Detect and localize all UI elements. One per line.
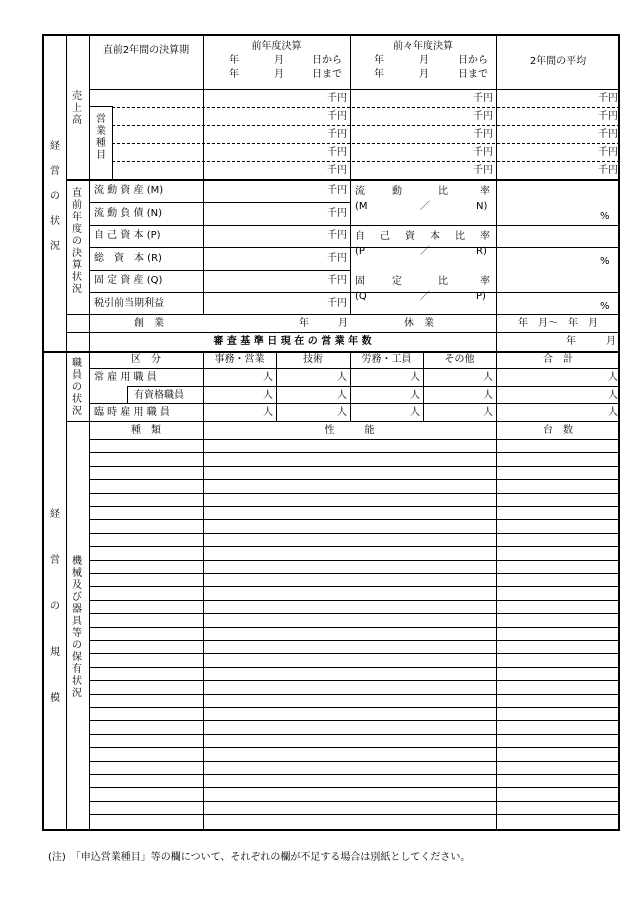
period-label: 直前2年間の決算期 (102, 45, 190, 56)
equipment-header-type: 種 類 (131, 425, 161, 436)
equipment-header-performance: 性 能 (324, 425, 375, 436)
staff-row-regular: 常 雇 用 職 員 (94, 372, 157, 383)
staff-header-technical: 技術 (303, 354, 323, 365)
footnote: (注) 「申込営業種目」等の欄について、それぞれの欄が不足する場合は別紙としてください。 (48, 852, 471, 863)
prev-year-label: 前年度決算 (251, 41, 302, 52)
equipment-row-line (89, 667, 620, 668)
equipment-row-line (89, 640, 620, 641)
equipment-row-line (89, 694, 620, 695)
staff-header-labor: 労務・工員 (361, 354, 412, 365)
equipment-label: 機械及び器具等の保有状況 (72, 556, 82, 699)
current-liabilities-label: 流 動 負 債 (N) (94, 208, 162, 219)
closed-label: 休 業 (404, 318, 434, 329)
application-form: 直前2年間の決算期 前年度決算 年 月 日から 年 月 日まで 前々年度決算 年 月 日から 年 月 日まで 2年間の平均 売上高 営業種目 千円 千円 千円 千円 千円 千円 千円 千円 千円 千円 千円 千円 千円 千円 千円 直前年度の決算状況 流 動 資 産 (M) 流 動 負 債 (N) 自 己 資 本 (P) 総 資 本 (R) 固 定 資 産 (Q) 税引前当期利益 千円 千円 千円 千円 千円 千円 流 動 比 率 (M ／ N) % 自 己 資 本 比 率 (P ／ R) % 固 定 比 率 (Q ／ P) % 創 業 年 月 休 業 年 月～ 年 月 審 査 基 準 日 現 在 の 営 業 年 数 年 月 経営の状況 経営の規模 職員の状況 区 分 事務・営業 技術 労務・工員 その他 合 計 常 雇 用 職 員 有資格職員 臨 時 雇 用 職 員 人 人 人 人 人 人 人 人 人 人 人 人 人 人 人 機械及び器具等の保有状況 種 類 性 能 台 数 (42, 34, 620, 831)
equipment-row-line (89, 787, 620, 788)
equipment-row-line (89, 479, 620, 480)
equipment-row-line (89, 814, 620, 815)
equipment-row-line (89, 586, 620, 587)
financial-label: 直前年度の決算状況 (72, 188, 82, 295)
founding-label: 創 業 (134, 318, 164, 329)
current-assets-label: 流 動 資 産 (M) (94, 185, 164, 196)
equipment-row-line (89, 720, 620, 721)
prev-prev-year-label: 前々年度決算 (393, 41, 453, 52)
pretax-profit-label: 税引前当期利益 (94, 298, 164, 309)
equipment-row-line (89, 533, 620, 534)
side-label-scale: 経営の規模 (50, 509, 60, 704)
equipment-row-line (89, 546, 620, 547)
staff-header-category: 区 分 (131, 354, 161, 365)
equipment-row-line (89, 627, 620, 628)
equipment-row-line (89, 573, 620, 574)
fixed-assets-label: 固 定 資 産 (Q) (94, 275, 163, 286)
equipment-row-line (89, 519, 620, 520)
staff-row-temporary: 臨 時 雇 用 職 員 (94, 407, 170, 418)
total-capital-label: 総 資 本 (R) (94, 253, 162, 264)
closed-period: 年 月～ 年 月 (518, 318, 598, 329)
equipment-row-line (89, 734, 620, 735)
equipment-row-line (89, 493, 620, 494)
side-divider (66, 36, 67, 831)
staff-row-qualified: 有資格職員 (134, 390, 184, 401)
equipment-row-line (89, 600, 620, 601)
equipment-row-line (89, 506, 620, 507)
equipment-row-line (89, 439, 620, 440)
equipment-row-line (89, 452, 620, 453)
equipment-row-line (89, 466, 620, 467)
equipment-row-line (89, 560, 620, 561)
review-years-label: 審 査 基 準 日 現 在 の 営 業 年 数 (213, 336, 372, 347)
average-label: 2年間の平均 (529, 56, 587, 67)
business-type-label: 営業種目 (96, 114, 106, 161)
staff-header-office: 事務・営業 (214, 354, 265, 365)
equipment-row-line (89, 613, 620, 614)
equipment-header-count: 台 数 (543, 425, 573, 436)
equipment-row-line (89, 801, 620, 802)
equipment-row-line (89, 747, 620, 748)
staff-header-total: 合 計 (543, 354, 573, 365)
staff-header-other: その他 (444, 354, 475, 365)
equipment-row-line (89, 653, 620, 654)
equipment-row-line (89, 707, 620, 708)
equipment-row-line (89, 680, 620, 681)
equipment-row-line (89, 761, 620, 762)
sales-label: 売上高 (72, 91, 82, 126)
equipment-row-line (89, 774, 620, 775)
staff-label: 職員の状況 (72, 358, 82, 417)
equity-label: 自 己 資 本 (P) (94, 230, 161, 241)
side-label-status: 経営の状況 (50, 141, 60, 252)
